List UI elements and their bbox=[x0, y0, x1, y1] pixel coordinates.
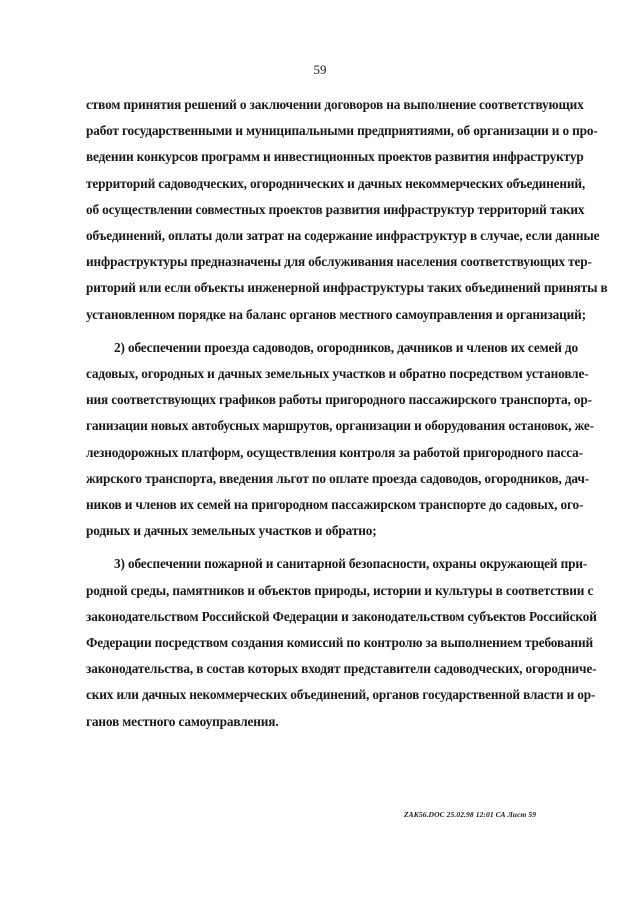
text-line: 2) обеспечении проезда садоводов, огородников, дачников и членов их семей до bbox=[114, 339, 578, 355]
text-line: работ государственными и муниципальными предприятиями, об организации и о про- bbox=[86, 123, 598, 139]
text-line: ских или дачных некоммерческих объединений, органов государственной власти и ор- bbox=[86, 687, 596, 703]
text-line: территорий садоводческих, огороднических и дачных некоммерческих объединений, bbox=[86, 175, 586, 191]
text-line: установленном порядке на баланс органов местного самоуправления и организаций; bbox=[86, 306, 586, 322]
text-line: инфраструктуры предназначены для обслуживания населения соответствующих тер- bbox=[86, 254, 592, 270]
paragraph-2 bbox=[86, 335, 594, 545]
paragraph-1 bbox=[86, 92, 608, 328]
text-line: ством принятия решений о заключении договоров на выполнение соответствующих bbox=[86, 97, 584, 112]
text-line: садовых, огородных и дачных земельных участков и обратно посредством установле- bbox=[86, 366, 589, 382]
text-line: ния соответствующих графиков работы пригородного пассажирского транспорта, ор- bbox=[86, 392, 592, 408]
page-number: 59 bbox=[313, 62, 327, 77]
text-line: 3) обеспечении пожарной и санитарной безопасности, охраны окружающей при- bbox=[114, 556, 588, 572]
text-line: ганов местного самоуправления. bbox=[86, 713, 279, 729]
text-line: родных и дачных земельных участков и обратно; bbox=[86, 523, 377, 539]
text-line: объединений, оплаты доли затрат на содержание инфраструктур в случае, если данные bbox=[86, 228, 600, 244]
text-line: ников и членов их семей на пригородном пассажирском транспорте до садовых, ого- bbox=[86, 497, 584, 513]
text-line: жирского транспорта, введения льгот по оплате проезда садоводов, огородников, дач- bbox=[86, 470, 589, 486]
text-line: ведении конкурсов программ и инвестиционных проектов развития инфраструктур bbox=[86, 149, 584, 165]
text-line: Федерации посредством создания комиссий по контролю за выполнением требований bbox=[86, 635, 594, 651]
text-line: риторий или если объекты инженерной инфраструктуры таких объединений приняты в bbox=[86, 280, 608, 296]
text-line: об осуществлении совместных проектов развития инфраструктур территорий таких bbox=[86, 201, 585, 217]
text-line: законодательства, в состав которых входят представители садоводческих, огородниче- bbox=[86, 661, 597, 677]
text-line: ганизации новых автобусных маршрутов, организации и оборудования остановок, же- bbox=[86, 418, 594, 434]
body-text bbox=[86, 92, 608, 742]
page-footer: ZAK56.DOC 25.02.98 12:01 СА Лист 59 bbox=[404, 810, 537, 819]
text-line: родной среды, памятников и объектов природы, истории и культуры в соответствии с bbox=[86, 582, 594, 598]
text-line: законодательством Российской Федерации и законодательством субъектов Российской bbox=[86, 608, 597, 624]
paragraph-3 bbox=[86, 551, 597, 734]
text-line: лезнодорожных платформ, осуществления контроля за работой пригородного пасса- bbox=[86, 444, 583, 460]
